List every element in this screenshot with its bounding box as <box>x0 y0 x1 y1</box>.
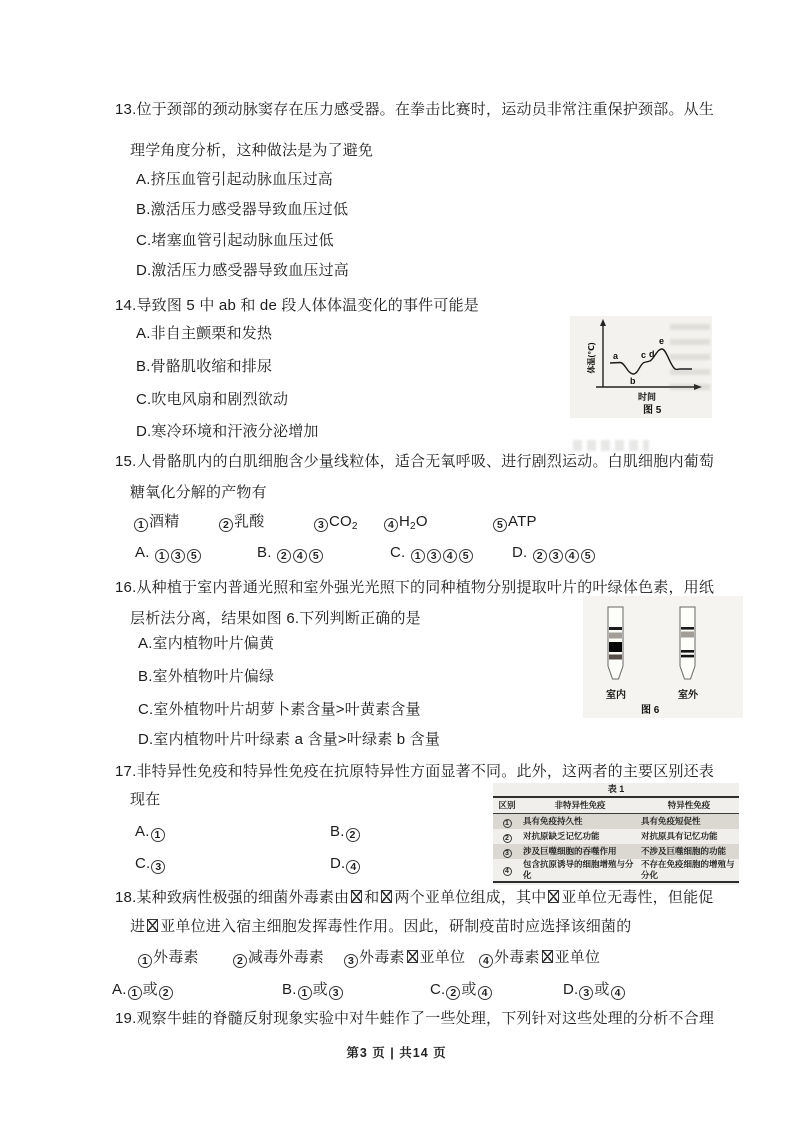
q18-option-c: C. 2 或 4 <box>430 980 493 1000</box>
q18-item-4: 4 外毒素 亚单位 <box>478 948 600 968</box>
outdoor-label: 室外 <box>678 690 698 701</box>
table-cell: 涉及巨噬细胞的吞噬作用 <box>523 846 617 856</box>
q16-stem-line2: 层析法分离，结果如图 6.下列判断正确的是 <box>130 610 421 627</box>
x-axis-label: 时间 <box>638 392 657 402</box>
outdoor-band-chlorophyll-a <box>681 650 694 653</box>
table-cell: 2 <box>493 829 521 844</box>
q18-option-a: A. 1 或 2 <box>112 980 174 1000</box>
q16-option-d: D.室内植物叶片叶绿素 a 含量>叶绿素 b 含量 <box>138 731 441 748</box>
table1-caption: 表 1 <box>607 784 625 794</box>
point-label-b: b <box>630 376 636 386</box>
point-label-d: d <box>649 349 655 359</box>
q13-option-b: B.激活压力感受器导致血压过低 <box>136 201 349 218</box>
q15-item-2: 2 乳酸 <box>218 512 264 532</box>
point-label-e: e <box>659 336 665 346</box>
q15-item-4: 4 $H_2O$ <box>383 512 428 537</box>
q15-option-a: A. 1 3 5 <box>135 543 202 563</box>
q13-option-c: C.堵塞血管引起动脉血压过低 <box>136 232 334 249</box>
q16-stem-line1: 16.从种植于室内普通光照和室外强光光照下的同种植物分别提取叶片的叶绿体色素，用纸 <box>115 579 715 596</box>
table1 <box>493 796 739 883</box>
q14-option-a: A.非自主颤栗和发热 <box>136 325 273 342</box>
q15-stem-line1: 15.人骨骼肌内的白肌细胞含少量线粒体，适合无氧呼吸、进行剧烈运动。白肌细胞内葡萄 <box>115 453 715 470</box>
table1-immunity-comparison <box>493 783 739 885</box>
indoor-band-xanthophyll <box>609 633 622 639</box>
table-cell: 不涉及巨噬细胞的功能 <box>641 846 727 856</box>
q15-option-b: B. 2 4 5 <box>257 543 324 563</box>
q13-stem-line2: 理学角度分析，这种做法是为了避免 <box>130 142 374 159</box>
table-row <box>493 829 739 844</box>
table-row <box>493 859 739 882</box>
table-cell: 对抗原缺乏记忆功能 <box>523 831 600 841</box>
q16-option-b: B.室外植物叶片偏绿 <box>138 668 275 685</box>
page-bleed-through-artifact <box>573 440 649 451</box>
outdoor-band-chlorophyll-b <box>681 655 694 658</box>
q14-stem-line1: 14.导致图 5 中 ab 和 de 段人体体温变化的事件可能是 <box>115 297 479 314</box>
point-label-a: a <box>613 351 619 361</box>
outdoor-strip <box>680 607 695 679</box>
q18-stem-line1: 18.某种致病性极强的细菌外毒素由 和 两个亚单位组成，其中 亚单位无毒性，但能促 <box>115 889 714 906</box>
table-row <box>493 844 739 859</box>
q14-option-b: B.骨骼肌收缩和排尿 <box>136 358 273 375</box>
page-number-footer: 第3 页 | 共14 页 <box>346 1046 447 1060</box>
indoor-band-carotene <box>609 627 622 630</box>
q14-option-d: D.寒冷环境和汗液分泌增加 <box>136 423 319 440</box>
table-cell: 1 <box>493 814 521 830</box>
point-label-c: c <box>641 350 647 360</box>
q15-option-d: D. 2 3 4 5 <box>512 543 596 563</box>
q17-option-c: C. 3 <box>135 854 166 874</box>
figure6-caption: 图 6 <box>641 705 660 716</box>
table-cell: 包含抗原诱导的细胞增殖与分化 <box>523 859 634 880</box>
figure6-svg <box>583 596 743 718</box>
q18-item-2: 2 减毒外毒素 <box>232 948 324 968</box>
q15-item-5: 5 ATP <box>492 512 537 532</box>
q17-option-a: A. 1 <box>135 822 166 842</box>
q15-option-c: C. 1 3 4 5 <box>390 543 474 563</box>
q18-option-d: D. 3 或 4 <box>563 980 626 1000</box>
q13-option-d: D.激活压力感受器导致血压过高 <box>136 262 350 279</box>
y-axis-label: 体温(℃) <box>587 342 596 374</box>
q18-option-b: B. 1 或 3 <box>282 980 344 1000</box>
q19-stem-line1: 19.观察牛蛙的脊髓反射现象实验中对牛蛙作了一些处理，下列针对这些处理的分析不合理 <box>115 1010 715 1027</box>
q14-option-c: C.吹电风扇和剧烈欲动 <box>136 391 289 408</box>
q16-option-a: A.室内植物叶片偏黄 <box>138 635 275 652</box>
q17-option-b: B. 2 <box>330 822 361 842</box>
table-cell: 4 <box>493 859 521 882</box>
table-cell: 不存在免疫细胞的增殖与分化 <box>641 859 735 880</box>
q18-stem-line2: 进 亚单位进入宿主细胞发挥毒性作用。因此，研制疫苗时应选择该细菌的 <box>130 918 632 935</box>
figure5-svg <box>570 316 712 418</box>
table1-header-cell: 非特异性免疫 <box>521 797 639 814</box>
table-row <box>493 814 739 830</box>
table1-header-row <box>493 797 739 814</box>
figure5-caption: 图 5 <box>643 405 662 416</box>
indoor-band-chlorophyll-b <box>609 655 622 660</box>
q15-stem-line2: 糖氧化分解的产物有 <box>130 484 267 501</box>
q18-item-1: 1 外毒素 <box>137 948 199 968</box>
q13-option-a: A.挤压血管引起动脉血压过高 <box>136 171 333 188</box>
q17-stem-line1: 17.非特异性免疫和特异性免疫在抗原特异性方面显著不同。此外，这两者的主要区别还表 <box>115 763 715 780</box>
table-cell: 3 <box>493 844 521 859</box>
q15-item-1: 1 酒精 <box>133 512 179 532</box>
q17-option-d: D. 4 <box>330 854 361 874</box>
x-axis-arrow <box>694 384 702 390</box>
figure5-body-temperature-chart <box>570 316 712 418</box>
table1-header-cell: 特异性免疫 <box>639 797 739 814</box>
q16-option-c: C.室外植物叶片胡萝卜素含量>叶黄素含量 <box>138 701 421 718</box>
q17-stem-line2: 现在 <box>130 791 161 808</box>
outdoor-band-carotene <box>681 627 694 630</box>
q15-item-3: 3 $CO_2$ <box>313 512 358 537</box>
y-axis-arrow <box>600 319 606 326</box>
q13-stem-line1: 13.位于颈部的颈动脉窦存在压力感受器。在拳击比赛时，运动员非常注重保护颈部。从生 <box>115 101 715 118</box>
q18-item-3: 3 外毒素 亚单位 <box>343 948 465 968</box>
table-cell: 具有免疫短促性 <box>641 816 701 826</box>
table-cell: 具有免疫持久性 <box>523 816 583 826</box>
table-cell: 对抗原具有记忆功能 <box>641 831 718 841</box>
indoor-band-chlorophyll-a <box>609 642 622 652</box>
indoor-label: 室内 <box>606 690 626 701</box>
table1-header-cell: 区别 <box>493 797 521 814</box>
outdoor-band-xanthophyll <box>681 632 694 638</box>
figure6-chromatography <box>583 596 743 718</box>
